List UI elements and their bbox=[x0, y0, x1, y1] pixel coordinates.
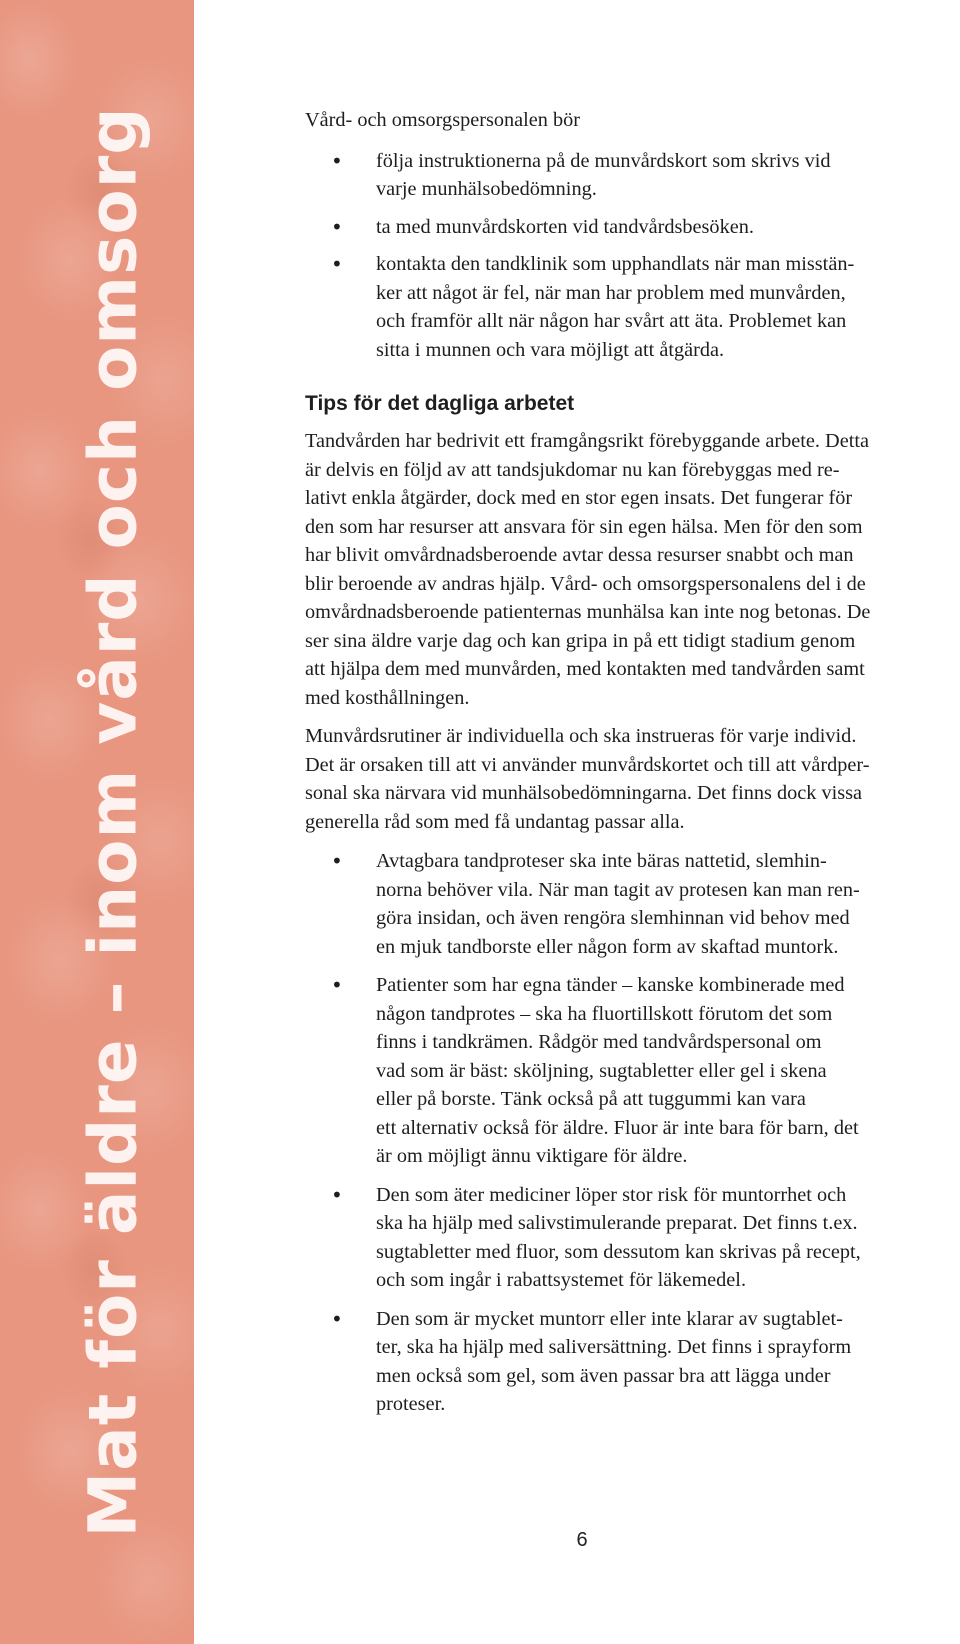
text-line: Tandvården har bedrivit ett framgångsrikt förebyggande arbete. Detta bbox=[305, 430, 869, 452]
paragraph-1 bbox=[305, 427, 960, 712]
list-item-line: Avtagbara tandproteser ska inte bäras nattetid, slemhin- bbox=[376, 850, 827, 872]
bullet-icon: • bbox=[331, 973, 343, 997]
list-item-line: någon tandprotes – ska ha fluortillskott förutom det som bbox=[376, 1002, 833, 1025]
list-item-line: är om möjligt ännu viktigare för äldre. bbox=[376, 1145, 688, 1167]
bullet-icon: • bbox=[331, 1306, 343, 1331]
list-item-line: sitta i munnen och vara möjligt att åtgärda. bbox=[376, 338, 725, 361]
text-line: blir beroende av andras hjälp. Vård- och omsorgspersonalens del i de bbox=[305, 572, 866, 595]
bullet-icon: • bbox=[331, 252, 343, 276]
bullet-icon: • bbox=[331, 849, 343, 873]
text-line: har blivit omvårdnadsberoende avtar dessa resurser snabbt och man bbox=[305, 544, 854, 566]
list-item-line: Den som äter mediciner löper stor risk för muntorrhet och bbox=[376, 1183, 847, 1206]
page-content bbox=[305, 106, 960, 1429]
list-item bbox=[305, 213, 960, 242]
list-item-line: ett alternativ också för äldre. Fluor är inte bara för barn, det bbox=[376, 1116, 859, 1139]
list-item bbox=[305, 250, 960, 364]
text-line: sonal ska närvara vid munhälsobedömningarna. Det finns dock vissa bbox=[305, 782, 863, 804]
list-item bbox=[305, 971, 960, 1171]
list-item-line: ska ha hjälp med salivstimulerande preparat. Det finns t.ex. bbox=[376, 1212, 858, 1234]
list-item-line: ter, ska ha hjälp med saliversättning. Det finns i sprayform bbox=[376, 1336, 852, 1358]
list-item-line: göra insidan, och även rengöra slemhinnan vid behov med bbox=[376, 907, 850, 929]
text-line: omvårdnadsberoende patienternas munhälsa kan inte nog betonas. De bbox=[305, 601, 871, 623]
list-item-line: varje munhälsobedömning. bbox=[376, 178, 597, 200]
list-item-line: ta med munvårdskorten vid tandvårdsbesöken. bbox=[376, 215, 754, 238]
text-line: generella råd som med få undantag passar alla. bbox=[305, 810, 685, 833]
list-item-line: vad som är bäst: sköljning, sugtabletter eller gel i skena bbox=[376, 1059, 827, 1082]
bullet-icon: • bbox=[331, 1182, 343, 1207]
sidebar-walnut-banner bbox=[0, 0, 194, 1644]
list-item bbox=[305, 1181, 960, 1295]
text-line: ser sina äldre varje dag och kan gripa in på ett tidigt stadium genom bbox=[305, 629, 856, 652]
list-item-line: proteser. bbox=[376, 1393, 446, 1415]
page-number: 6 bbox=[576, 1529, 588, 1551]
text-line: den som har resurser att ansvara för sin egen hälsa. Men för den som bbox=[305, 515, 863, 538]
section-heading: Tips för det dagliga arbetet bbox=[305, 392, 575, 415]
list-item-line: en mjuk tandborste eller någon form av skaftad muntork. bbox=[376, 935, 839, 958]
bullet-icon: • bbox=[331, 214, 343, 239]
list-item bbox=[305, 1305, 960, 1419]
list-item bbox=[305, 147, 960, 204]
text-line: lativt enkla åtgärder, dock med en stor egen insats. Det fungerar för bbox=[305, 487, 853, 509]
text-line: Det är orsaken till att vi använder munvårdskortet och till att vårdper- bbox=[305, 753, 870, 776]
list-item-line: och som ingår i rabattsystemet för läkemedel. bbox=[376, 1269, 747, 1291]
intro-text: Vård- och omsorgspersonalen bör bbox=[305, 109, 581, 131]
list-item bbox=[305, 847, 960, 961]
text-line: Munvårdsrutiner är individuella och ska instrueras för varje individ. bbox=[305, 725, 857, 747]
list-item-line: och framför allt när någon har svårt att äta. Problemet kan bbox=[376, 310, 847, 332]
text-line: är delvis en följd av att tandsjukdomar nu kan förebyggas med re- bbox=[305, 458, 840, 481]
list-item-line: kontakta den tandklinik som upphandlats när man misstän- bbox=[376, 253, 855, 275]
text-line: med kosthållningen. bbox=[305, 686, 470, 709]
list-item-line: finns i tandkrämen. Rådgör med tandvårdspersonal om bbox=[376, 1031, 822, 1053]
text-line: att hjälpa dem med munvården, med kontakten med tandvården samt bbox=[305, 658, 865, 680]
paragraph-2 bbox=[305, 722, 960, 836]
list-item-line: Den som är mycket muntorr eller inte klarar av sugtablet- bbox=[376, 1307, 843, 1330]
list-item-line: ker att något är fel, när man har problem med munvården, bbox=[376, 281, 846, 304]
list-item-line: norna behöver vila. När man tagit av protesen kan man ren- bbox=[376, 878, 860, 901]
duties-list bbox=[305, 147, 960, 365]
bullet-icon: • bbox=[331, 148, 343, 173]
list-item-line: sugtabletter med fluor, som dessutom kan skrivas på recept, bbox=[376, 1240, 861, 1263]
list-item-line: följa instruktionerna på de munvårdskort som skrivs vid bbox=[376, 149, 831, 172]
list-item-line: eller på borste. Tänk också på att tuggummi kan vara bbox=[376, 1088, 806, 1110]
list-item-line: Patienter som har egna tänder – kanske kombinerade med bbox=[376, 974, 845, 996]
list-item-line: men också som gel, som även passar bra att lägga under bbox=[376, 1364, 831, 1387]
advice-list bbox=[305, 847, 960, 1419]
sidebar-title: Mat för äldre – inom vård och omsorg bbox=[74, 106, 152, 1538]
